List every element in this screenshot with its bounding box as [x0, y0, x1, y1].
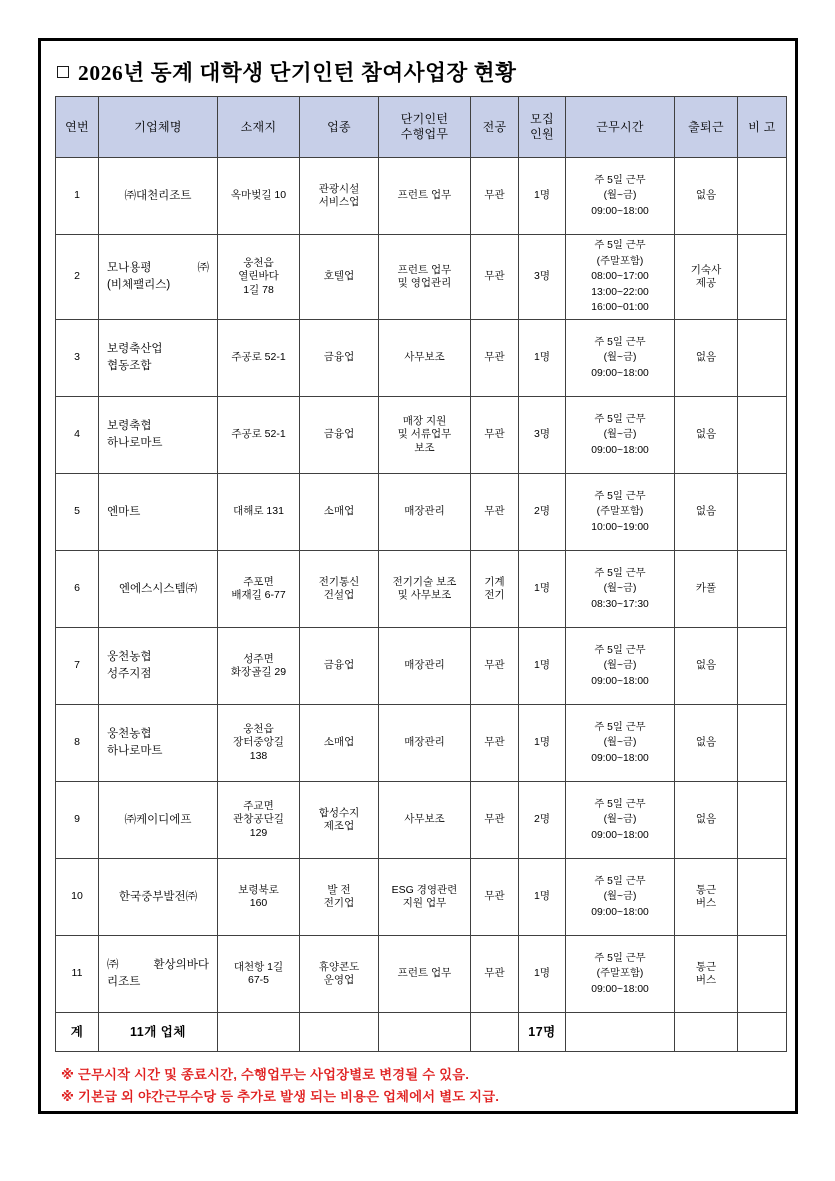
cell-note: [738, 705, 787, 782]
table-row: [56, 474, 787, 551]
page-title-text: 2026년 동계 대학생 단기인턴 참여사업장 현황: [78, 60, 517, 85]
cell-note: [738, 397, 787, 474]
header-task: 단기인턴 수행업무: [379, 97, 471, 158]
cell-location: 보령북로 160: [218, 859, 300, 936]
header-note: 비 고: [738, 97, 787, 158]
cell-count: 1명: [519, 551, 566, 628]
table-row: [56, 397, 787, 474]
cell-location: 주공로 52-1: [218, 397, 300, 474]
cell-industry: 전기통신 건설업: [300, 551, 379, 628]
cell-hours: 주 5일 근무 (월~금) 09:00~18:00: [566, 320, 675, 397]
cell-location: 성주면 화장골길 29: [218, 628, 300, 705]
cell-commute: 없음: [675, 782, 738, 859]
cell-no: 1: [56, 158, 99, 235]
cell-hours: 주 5일 근무 (월~금) 09:00~18:00: [566, 158, 675, 235]
cell-hours: 주 5일 근무 (월~금) 09:00~18:00: [566, 705, 675, 782]
cell-no: 10: [56, 859, 99, 936]
cell-company: 모나용평㈜ (비체팰리스): [99, 235, 218, 320]
document-frame: [38, 38, 798, 1114]
cell-note: [738, 235, 787, 320]
cell-commute: 없음: [675, 705, 738, 782]
cell-count: 2명: [519, 782, 566, 859]
cell-task: 매장관리: [379, 705, 471, 782]
cell-hours: 주 5일 근무 (월~금) 08:30~17:30: [566, 551, 675, 628]
cell-task: 프런트 업무: [379, 936, 471, 1013]
cell-total-major: [471, 1013, 519, 1052]
cell-industry: 휴양콘도 운영업: [300, 936, 379, 1013]
cell-commute: 없음: [675, 320, 738, 397]
cell-count: 1명: [519, 628, 566, 705]
header-hours: 근무시간: [566, 97, 675, 158]
header-major: 전공: [471, 97, 519, 158]
cell-major: 무관: [471, 397, 519, 474]
cell-task: 프런트 업무 및 영업관리: [379, 235, 471, 320]
cell-total-industry: [300, 1013, 379, 1052]
cell-company: 웅천농협 하나로마트: [99, 705, 218, 782]
cell-total-commute: [675, 1013, 738, 1052]
cell-count: 3명: [519, 235, 566, 320]
cell-count: 1명: [519, 859, 566, 936]
table-row: [56, 628, 787, 705]
table-row: [56, 235, 787, 320]
cell-company: 웅천농협 성주지점: [99, 628, 218, 705]
cell-task: 매장관리: [379, 628, 471, 705]
cell-major: 무관: [471, 474, 519, 551]
cell-major: 무관: [471, 859, 519, 936]
cell-company: 엔마트: [99, 474, 218, 551]
cell-location: 주교면 관창공단길 129: [218, 782, 300, 859]
table-body: [56, 158, 787, 1052]
cell-task: ESG 경영관련 지원 업무: [379, 859, 471, 936]
table-row: [56, 782, 787, 859]
cell-company: ㈜케이디에프: [99, 782, 218, 859]
cell-total-company: 11개 업체: [99, 1013, 218, 1052]
cell-note: [738, 936, 787, 1013]
cell-location: 주공로 52-1: [218, 320, 300, 397]
header-company: 기업체명: [99, 97, 218, 158]
cell-no: 6: [56, 551, 99, 628]
cell-major: 무관: [471, 628, 519, 705]
cell-hours: 주 5일 근무 (주말포함) 10:00~19:00: [566, 474, 675, 551]
cell-major: 무관: [471, 158, 519, 235]
cell-major: 무관: [471, 320, 519, 397]
cell-total-location: [218, 1013, 300, 1052]
cell-company: ㈜환상의바다 리조트: [99, 936, 218, 1013]
footnote-line-2: ※ 기본급 외 야간근무수당 등 추가로 발생 되는 비용은 업체에서 별도 지급.: [61, 1088, 500, 1104]
cell-no: 7: [56, 628, 99, 705]
cell-count: 2명: [519, 474, 566, 551]
cell-task: 프런트 업무: [379, 158, 471, 235]
cell-note: [738, 628, 787, 705]
cell-task: 매장 지원 및 서류업무 보조: [379, 397, 471, 474]
cell-no: 2: [56, 235, 99, 320]
cell-task: 사무보조: [379, 320, 471, 397]
cell-industry: 금융업: [300, 320, 379, 397]
cell-commute: 통근 버스: [675, 859, 738, 936]
cell-location: 웅천읍 장터중앙길 138: [218, 705, 300, 782]
cell-industry: 소매업: [300, 474, 379, 551]
header-location: 소재지: [218, 97, 300, 158]
cell-industry: 관광시설 서비스업: [300, 158, 379, 235]
cell-company: 한국중부발전㈜: [99, 859, 218, 936]
square-bullet-icon: [57, 66, 69, 78]
cell-task: 전기기술 보조 및 사무보조: [379, 551, 471, 628]
cell-note: [738, 474, 787, 551]
footnote-line-1: ※ 근무시작 시간 및 종료시간, 수행업무는 사업장별로 변경될 수 있음.: [61, 1067, 470, 1082]
cell-no: 11: [56, 936, 99, 1013]
cell-no: 3: [56, 320, 99, 397]
cell-commute: 없음: [675, 158, 738, 235]
internship-workplace-table: [55, 96, 787, 1052]
cell-total-label: 계: [56, 1013, 99, 1052]
cell-note: [738, 782, 787, 859]
cell-company: 보령축산업 협동조합: [99, 320, 218, 397]
cell-count: 1명: [519, 705, 566, 782]
cell-hours: 주 5일 근무 (월~금) 09:00~18:00: [566, 782, 675, 859]
cell-hours: 주 5일 근무 (월~금) 09:00~18:00: [566, 628, 675, 705]
cell-major: 무관: [471, 782, 519, 859]
cell-company: 엔에스시스템㈜: [99, 551, 218, 628]
cell-total-note: [738, 1013, 787, 1052]
cell-major: 기계 전기: [471, 551, 519, 628]
cell-commute: 카풀: [675, 551, 738, 628]
table-row: [56, 320, 787, 397]
cell-company: ㈜대천리조트: [99, 158, 218, 235]
cell-count: 3명: [519, 397, 566, 474]
cell-total-count: 17명: [519, 1013, 566, 1052]
cell-task: 매장관리: [379, 474, 471, 551]
footnotes: [55, 1064, 781, 1107]
cell-note: [738, 859, 787, 936]
cell-company: 보령축협 하나로마트: [99, 397, 218, 474]
cell-note: [738, 158, 787, 235]
cell-location: 대천항 1길 67-5: [218, 936, 300, 1013]
cell-commute: 없음: [675, 397, 738, 474]
cell-total-hours: [566, 1013, 675, 1052]
cell-total-task: [379, 1013, 471, 1052]
table-header-row: [56, 97, 787, 158]
cell-task: 사무보조: [379, 782, 471, 859]
cell-commute: 통근 버스: [675, 936, 738, 1013]
header-industry: 업종: [300, 97, 379, 158]
cell-no: 5: [56, 474, 99, 551]
header-commute: 출퇴근: [675, 97, 738, 158]
cell-hours: 주 5일 근무 (주말포함) 08:00~17:00 13:00~22:00 16:00~01:00: [566, 235, 675, 320]
header-no: 연번: [56, 97, 99, 158]
cell-industry: 금융업: [300, 397, 379, 474]
cell-note: [738, 551, 787, 628]
cell-commute: 기숙사 제공: [675, 235, 738, 320]
table-row: [56, 705, 787, 782]
table-total-row: [56, 1013, 787, 1052]
cell-commute: 없음: [675, 474, 738, 551]
cell-no: 4: [56, 397, 99, 474]
cell-major: 무관: [471, 235, 519, 320]
cell-location: 주포면 배재길 6-77: [218, 551, 300, 628]
cell-hours: 주 5일 근무 (주말포함) 09:00~18:00: [566, 936, 675, 1013]
cell-industry: 발 전 전기업: [300, 859, 379, 936]
cell-industry: 호텔업: [300, 235, 379, 320]
cell-commute: 없음: [675, 628, 738, 705]
cell-count: 1명: [519, 936, 566, 1013]
table-row: [56, 158, 787, 235]
cell-hours: 주 5일 근무 (월~금) 09:00~18:00: [566, 397, 675, 474]
cell-location: 대해로 131: [218, 474, 300, 551]
cell-industry: 합성수지 제조업: [300, 782, 379, 859]
cell-industry: 금융업: [300, 628, 379, 705]
cell-count: 1명: [519, 320, 566, 397]
cell-no: 9: [56, 782, 99, 859]
table-row: [56, 859, 787, 936]
cell-location: 옥마벚길 10: [218, 158, 300, 235]
cell-major: 무관: [471, 705, 519, 782]
cell-major: 무관: [471, 936, 519, 1013]
cell-no: 8: [56, 705, 99, 782]
cell-industry: 소매업: [300, 705, 379, 782]
cell-location: 웅천읍 열린바다 1길 78: [218, 235, 300, 320]
cell-hours: 주 5일 근무 (월~금) 09:00~18:00: [566, 859, 675, 936]
cell-count: 1명: [519, 158, 566, 235]
header-count: 모집 인원: [519, 97, 566, 158]
table-row: [56, 936, 787, 1013]
page-title: [55, 51, 781, 91]
cell-note: [738, 320, 787, 397]
table-row: [56, 551, 787, 628]
